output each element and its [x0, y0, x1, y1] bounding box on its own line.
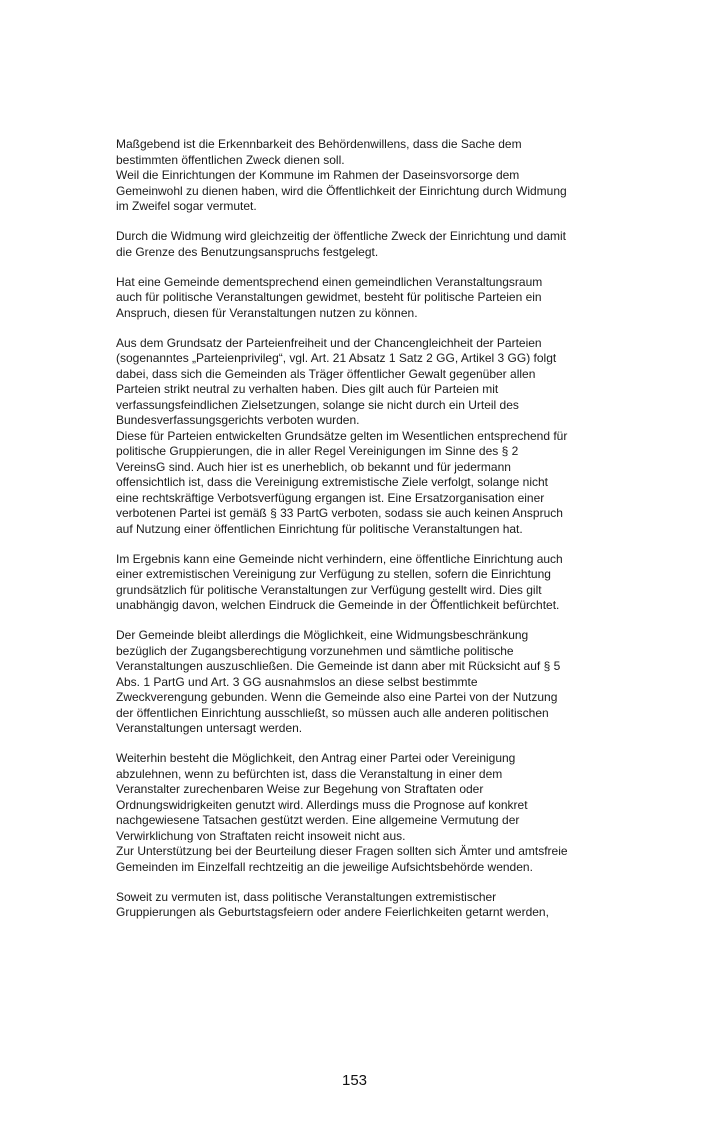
text-line: VereinsG sind. Auch hier ist es unerheblich, ob bekannt und für jedermann	[116, 459, 511, 474]
text-line: auf Nutzung einer öffentlichen Einrichtung für politische Veranstaltungen hat.	[116, 521, 523, 536]
paragraph	[116, 137, 602, 215]
text-line: Weil die Einrichtungen der Kommune im Rahmen der Daseinsvorsorge dem	[116, 168, 520, 182]
text-line: bezüglich der Zugangsberechtigung vorzunehmen und sämtliche politische	[116, 643, 514, 658]
text-line: Zur Unterstützung bei der Beurteilung dieser Fragen sollten sich Ämter und amtsfreie	[116, 844, 568, 858]
text-line: Im Ergebnis kann eine Gemeinde nicht verhindern, eine öffentliche Einrichtung auch	[116, 551, 563, 566]
text-line: bestimmten öffentlichen Zweck dienen soll.	[116, 152, 345, 167]
text-line: Maßgebend ist die Erkennbarkeit des Behördenwillens, dass die Sache dem	[116, 137, 522, 151]
text-line: dabei, dass sich die Gemeinden als Träger öffentlicher Gewalt gegenüber allen	[116, 366, 536, 381]
text-line: Durch die Widmung wird gleichzeitig der öffentliche Zweck der Einrichtung und damit	[116, 229, 566, 243]
paragraph	[116, 336, 602, 538]
body-text	[116, 137, 602, 935]
text-line: im Zweifel sogar vermutet.	[116, 199, 257, 213]
paragraph	[116, 890, 602, 921]
text-line: die Grenze des Benutzungsanspruchs festgelegt.	[116, 244, 379, 259]
text-line: Gruppierungen als Geburtstagsfeiern oder andere Feierlichkeiten getarnt werden,	[116, 905, 549, 919]
text-line: Gemeinwohl zu dienen haben, wird die Öffentlichkeit der Einrichtung durch Widmung	[116, 183, 567, 198]
text-line: der öffentlichen Einrichtung ausschließt, so müssen auch alle anderen politischen	[116, 705, 549, 720]
text-line: Soweit zu vermuten ist, dass politische Veranstaltungen extremistischer	[116, 889, 497, 904]
text-line: eine rechtskräftige Verbotsverfügung ergangen ist. Eine Ersatzorganisation einer	[116, 490, 545, 505]
paragraph	[116, 275, 602, 322]
text-line: einer extremistischen Vereinigung zur Verfügung zu stellen, sofern die Einrichtung	[116, 567, 551, 581]
text-line: Ordnungswidrigkeiten genutzt wird. Allerdings muss die Prognose auf konkret	[116, 797, 528, 812]
text-line: Weiterhin besteht die Möglichkeit, den Antrag einer Partei oder Vereinigung	[116, 751, 516, 765]
text-line: Gemeinden im Einzelfall rechtzeitig an die jeweilige Aufsichtsbehörde wenden.	[116, 859, 533, 874]
text-line: grundsätzlich für politische Veranstaltungen zur Verfügung gestellt wird. Dies gilt	[116, 582, 542, 597]
text-line: Hat eine Gemeinde dementsprechend einen gemeindlichen Veranstaltungsraum	[116, 274, 543, 289]
paragraph	[116, 628, 602, 737]
text-line: verfassungsfeindlichen Zielsetzungen, solange sie nicht durch ein Urteil des	[116, 397, 519, 412]
paragraph	[116, 751, 602, 875]
text-line: Parteien strikt neutral zu verhalten haben. Dies gilt auch für Parteien mit	[116, 382, 499, 396]
text-line: Aus dem Grundsatz der Parteienfreiheit und der Chancengleichheit der Parteien	[116, 335, 542, 350]
text-line: Verwirklichung von Straftaten reicht insoweit nicht aus.	[116, 828, 406, 843]
paragraph	[116, 552, 602, 614]
text-line: politische Gruppierungen, die in aller Regel Vereinigungen im Sinne des § 2	[116, 444, 519, 458]
text-line: abzulehnen, wenn zu befürchten ist, dass die Veranstaltung in einer dem	[116, 766, 503, 781]
text-line: offensichtlich ist, dass die Vereinigung extremistische Ziele verfolgt, solange nicht	[116, 475, 549, 489]
text-line: nachgewiesene Tatsachen gestützt werden. Eine allgemeine Vermutung der	[116, 813, 520, 827]
text-line: Anspruch, diesen für Veranstaltungen nutzen zu können.	[116, 305, 418, 320]
text-line: auch für politische Veranstaltungen gewidmet, besteht für politische Parteien ein	[116, 290, 542, 304]
text-line: Abs. 1 PartG und Art. 3 GG ausnahmslos an diese selbst bestimmte	[116, 674, 478, 689]
text-line: Diese für Parteien entwickelten Grundsätze gelten im Wesentlichen entsprechend für	[116, 428, 568, 443]
text-line: Veranstaltungen untersagt werden.	[116, 721, 303, 735]
text-line: Der Gemeinde bleibt allerdings die Möglichkeit, eine Widmungsbeschränkung	[116, 628, 529, 642]
text-line: Veranstalter zurechenbaren Weise zur Begehung von Straftaten oder	[116, 782, 484, 796]
text-line: Zweckverengung gebunden. Wenn die Gemeinde also eine Partei von der Nutzung	[116, 690, 558, 704]
text-line: Bundesverfassungsgerichts verboten wurden.	[116, 413, 360, 427]
text-line: verbotenen Partei ist gemäß § 33 PartG verboten, sodass sie auch keinen Anspruch	[116, 506, 563, 520]
text-line: (sogenanntes „Parteienprivileg“, vgl. Art. 21 Absatz 1 Satz 2 GG, Artikel 3 GG) folgt	[116, 351, 557, 365]
paragraph	[116, 229, 602, 260]
text-line: Veranstaltungen auszuschließen. Die Gemeinde ist dann aber mit Rücksicht auf § 5	[116, 659, 561, 673]
text-line: unabhängig davon, welchen Eindruck die Gemeinde in der Öffentlichkeit befürchtet.	[116, 598, 560, 612]
page-number: 153	[341, 1072, 368, 1089]
